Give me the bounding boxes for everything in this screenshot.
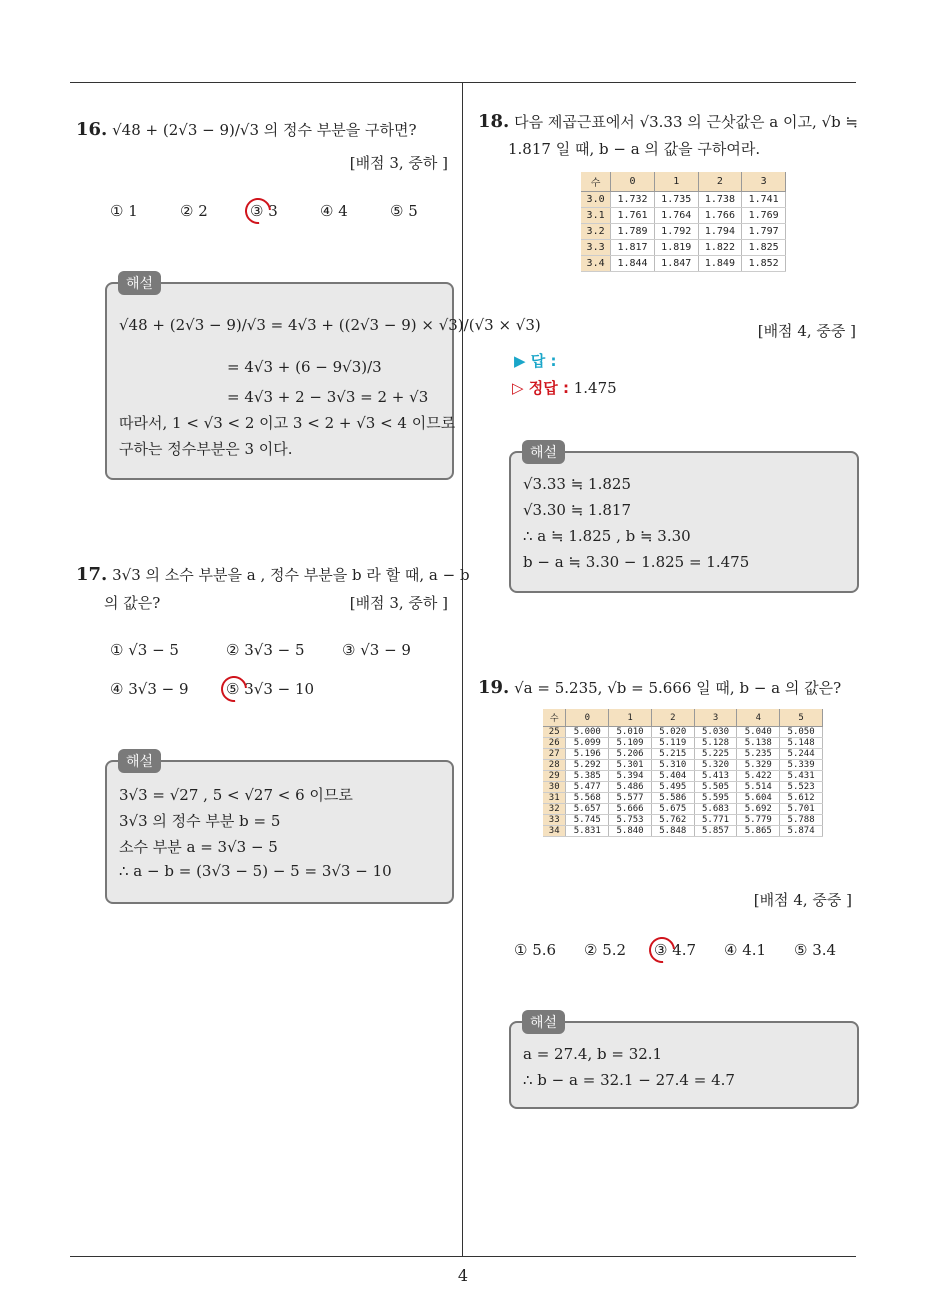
table-cell: 31	[543, 793, 566, 804]
table-row	[581, 240, 786, 256]
table-cell: 1.797	[742, 224, 786, 240]
correct-value: 1.475	[573, 379, 617, 397]
table-cell: 28	[543, 760, 566, 771]
table-cell: 5.235	[737, 749, 780, 760]
table-header: 1	[609, 709, 652, 727]
question-number: 17.	[76, 564, 108, 585]
table-cell: 5.030	[694, 727, 737, 738]
table-cell: 5.422	[737, 771, 780, 782]
solution-line: √48 + (2√3 − 9)/√3 = 4√3 + ((2√3 − 9) × √3)/(√3 × √3)	[119, 316, 541, 334]
table-row	[543, 804, 823, 815]
table-cell: 1.817	[611, 240, 655, 256]
table-cell: 5.477	[566, 782, 609, 793]
bottom-rule	[70, 1256, 856, 1257]
table-cell: 5.225	[694, 749, 737, 760]
table-row	[543, 793, 823, 804]
choice-4[interactable]: ④ 4	[320, 202, 348, 220]
table-cell: 5.788	[780, 815, 823, 826]
table-cell: 1.761	[611, 208, 655, 224]
table-cell: 5.666	[609, 804, 652, 815]
table-cell: 5.301	[609, 760, 652, 771]
solution-line: = 4√3 + (6 − 9√3)/3	[227, 358, 382, 376]
question-number: 16.	[76, 119, 108, 140]
table-cell: 5.486	[609, 782, 652, 793]
table-cell: 5.568	[566, 793, 609, 804]
solution-tag: 해설	[522, 440, 565, 464]
table-cell: 1.794	[698, 224, 742, 240]
table-cell: 5.320	[694, 760, 737, 771]
table-cell: 5.840	[609, 826, 652, 837]
table-cell: 32	[543, 804, 566, 815]
question-text: √48 + (2√3 − 9)/√3 의 정수 부분을 구하면?	[112, 121, 417, 139]
column-divider	[462, 82, 463, 1256]
table-cell: 5.196	[566, 749, 609, 760]
table-header: 4	[737, 709, 780, 727]
table-cell: 5.675	[651, 804, 694, 815]
table-row	[581, 224, 786, 240]
table-cell: 1.789	[611, 224, 655, 240]
choice-3[interactable]: ③ 3	[250, 202, 278, 220]
table-cell: 34	[543, 826, 566, 837]
table-header-row	[581, 172, 786, 192]
question-16	[76, 119, 417, 140]
sqrt-table	[543, 709, 823, 837]
table-cell: 1.764	[654, 208, 698, 224]
table-cell: 3.0	[581, 192, 611, 208]
selected-answer-mark	[216, 671, 253, 708]
table-cell: 5.128	[694, 738, 737, 749]
table-cell: 1.849	[698, 256, 742, 272]
correct-label: ▷ 정답 :	[512, 379, 569, 397]
table-header: 수	[543, 709, 566, 727]
choice-4[interactable]: ④ 3√3 − 9	[110, 680, 189, 698]
table-cell: 1.732	[611, 192, 655, 208]
table-cell: 5.431	[780, 771, 823, 782]
question-18	[478, 111, 858, 132]
q19-meta: [배점 4, 중중 ]	[753, 891, 852, 909]
solution-line: = 4√3 + 2 − 3√3 = 2 + √3	[227, 388, 429, 406]
answer-label: ▶ 답 :	[514, 352, 557, 370]
table-cell: 3.4	[581, 256, 611, 272]
question-text: 3√3 의 소수 부분을 a , 정수 부분을 b 라 할 때, a − b	[112, 566, 470, 584]
table-cell: 1.825	[742, 240, 786, 256]
table-cell: 5.604	[737, 793, 780, 804]
question-text: √a = 5.235, √b = 5.666 일 때, b − a 의 값은?	[514, 679, 842, 697]
question-text-line2: 1.817 일 때, b − a 의 값을 구하여라.	[508, 140, 761, 158]
table-cell: 5.010	[609, 727, 652, 738]
choice-1[interactable]: ① 1	[110, 202, 138, 220]
table-cell: 1.819	[654, 240, 698, 256]
question-17	[76, 564, 470, 585]
table-row	[543, 749, 823, 760]
table-cell: 5.292	[566, 760, 609, 771]
table-cell: 5.595	[694, 793, 737, 804]
top-rule	[70, 82, 856, 83]
table-cell: 5.701	[780, 804, 823, 815]
table-cell: 5.577	[609, 793, 652, 804]
choice-1[interactable]: ① 5.6	[514, 941, 557, 959]
choice-4[interactable]: ④ 4.1	[724, 941, 767, 959]
table-cell: 27	[543, 749, 566, 760]
table-cell: 5.050	[780, 727, 823, 738]
table-cell: 3.1	[581, 208, 611, 224]
choice-1[interactable]: ① √3 − 5	[110, 641, 179, 659]
table-cell: 5.762	[651, 815, 694, 826]
table-header: 5	[780, 709, 823, 727]
solution-line: 구하는 정수부분은 3 이다.	[119, 440, 293, 458]
table-cell: 30	[543, 782, 566, 793]
table-cell: 5.206	[609, 749, 652, 760]
table-cell: 5.404	[651, 771, 694, 782]
table-cell: 5.505	[694, 782, 737, 793]
table-cell: 5.244	[780, 749, 823, 760]
solution-line: ∴ a − b = (3√3 − 5) − 5 = 3√3 − 10	[119, 862, 392, 880]
table-cell: 29	[543, 771, 566, 782]
table-header: 0	[611, 172, 655, 192]
table-cell: 5.692	[737, 804, 780, 815]
page-number: 4	[457, 1266, 469, 1285]
table-cell: 1.766	[698, 208, 742, 224]
table-header: 수	[581, 172, 611, 192]
q18-solution-box	[509, 451, 859, 593]
table-cell: 5.413	[694, 771, 737, 782]
choice-3[interactable]: ③ 4.7	[654, 941, 697, 959]
table-row	[543, 771, 823, 782]
table-cell: 5.771	[694, 815, 737, 826]
table-cell: 1.852	[742, 256, 786, 272]
solution-line: b − a ≒ 3.30 − 1.825 = 1.475	[523, 553, 750, 571]
table-row	[581, 208, 786, 224]
table-cell: 1.844	[611, 256, 655, 272]
solution-line: 따라서, 1 < √3 < 2 이고 3 < 2 + √3 < 4 이므로	[119, 414, 456, 432]
q18-meta: [배점 4, 중중 ]	[757, 322, 856, 340]
table-cell: 5.612	[780, 793, 823, 804]
table-cell: 5.040	[737, 727, 780, 738]
solution-tag: 해설	[522, 1010, 565, 1034]
table-cell: 3.2	[581, 224, 611, 240]
choice-5[interactable]: ⑤ 5	[390, 202, 418, 220]
table-cell: 5.848	[651, 826, 694, 837]
solution-line: √3.33 ≒ 1.825	[523, 475, 632, 493]
table-cell: 5.683	[694, 804, 737, 815]
table-cell: 5.586	[651, 793, 694, 804]
table-cell: 5.779	[737, 815, 780, 826]
table-cell: 5.385	[566, 771, 609, 782]
table-cell: 5.523	[780, 782, 823, 793]
question-19	[478, 677, 841, 698]
table-cell: 5.394	[609, 771, 652, 782]
table-header: 0	[566, 709, 609, 727]
choice-2[interactable]: ② 5.2	[584, 941, 627, 959]
table-cell: 5.119	[651, 738, 694, 749]
table-cell: 26	[543, 738, 566, 749]
q16-meta: [배점 3, 중하 ]	[349, 154, 448, 172]
correct-answer	[512, 377, 617, 398]
table-row	[581, 192, 786, 208]
table-cell: 5.148	[780, 738, 823, 749]
table-cell: 1.735	[654, 192, 698, 208]
solution-line: √3.30 ≒ 1.817	[523, 501, 632, 519]
table-header: 1	[654, 172, 698, 192]
table-header: 2	[651, 709, 694, 727]
solution-line: ∴ a ≒ 1.825 , b ≒ 3.30	[523, 527, 691, 545]
table-cell: 5.831	[566, 826, 609, 837]
table-cell: 1.792	[654, 224, 698, 240]
table-header: 3	[742, 172, 786, 192]
table-cell: 3.3	[581, 240, 611, 256]
table-cell: 5.514	[737, 782, 780, 793]
table-cell: 5.099	[566, 738, 609, 749]
selected-answer-mark	[644, 932, 681, 969]
q17-solution-box	[105, 760, 454, 904]
table-cell: 5.215	[651, 749, 694, 760]
table-cell: 5.310	[651, 760, 694, 771]
table-cell: 1.847	[654, 256, 698, 272]
solution-line: 소수 부분 a = 3√3 − 5	[119, 838, 278, 856]
solution-tag: 해설	[118, 749, 161, 773]
q17-meta: [배점 3, 중하 ]	[349, 594, 448, 612]
solution-line: a = 27.4, b = 32.1	[523, 1045, 663, 1063]
choice-5[interactable]: ⑤ 3.4	[794, 941, 837, 959]
table-cell: 1.822	[698, 240, 742, 256]
question-text-line2: 의 값은?	[104, 594, 161, 612]
selected-answer-mark	[240, 193, 277, 230]
table-cell: 5.495	[651, 782, 694, 793]
solution-line: ∴ b − a = 32.1 − 27.4 = 4.7	[523, 1071, 735, 1089]
table-cell: 5.745	[566, 815, 609, 826]
table-row	[543, 738, 823, 749]
table-cell: 5.138	[737, 738, 780, 749]
question-number: 19.	[478, 677, 510, 698]
table-header: 3	[694, 709, 737, 727]
solution-line: 3√3 = √27 , 5 < √27 < 6 이므로	[119, 786, 353, 804]
choice-3[interactable]: ③ √3 − 9	[342, 641, 411, 659]
choice-2[interactable]: ② 2	[180, 202, 208, 220]
table-cell: 5.874	[780, 826, 823, 837]
table-cell: 5.109	[609, 738, 652, 749]
question-text: 다음 제곱근표에서 √3.33 의 근삿값은 a 이고, √b ≒	[514, 113, 859, 131]
table-row	[543, 782, 823, 793]
table-cell: 5.865	[737, 826, 780, 837]
table-row	[543, 727, 823, 738]
sqrt-table	[581, 172, 786, 272]
table-cell: 5.657	[566, 804, 609, 815]
table-cell: 1.738	[698, 192, 742, 208]
table-cell: 5.857	[694, 826, 737, 837]
table-row	[543, 826, 823, 837]
table-cell: 25	[543, 727, 566, 738]
table-cell: 1.769	[742, 208, 786, 224]
table-header-row	[543, 709, 823, 727]
table-cell: 33	[543, 815, 566, 826]
table-cell: 5.753	[609, 815, 652, 826]
table-cell: 5.000	[566, 727, 609, 738]
table-header: 2	[698, 172, 742, 192]
choice-2[interactable]: ② 3√3 − 5	[226, 641, 305, 659]
table-cell: 5.329	[737, 760, 780, 771]
q19-solution-box	[509, 1021, 859, 1109]
question-number: 18.	[478, 111, 510, 132]
table-cell: 5.020	[651, 727, 694, 738]
table-cell: 5.339	[780, 760, 823, 771]
solution-tag: 해설	[118, 271, 161, 295]
choice-5[interactable]: ⑤ 3√3 − 10	[226, 680, 315, 698]
table-cell: 1.741	[742, 192, 786, 208]
table-row	[543, 760, 823, 771]
solution-line: 3√3 의 정수 부분 b = 5	[119, 812, 281, 830]
table-row	[581, 256, 786, 272]
table-row	[543, 815, 823, 826]
